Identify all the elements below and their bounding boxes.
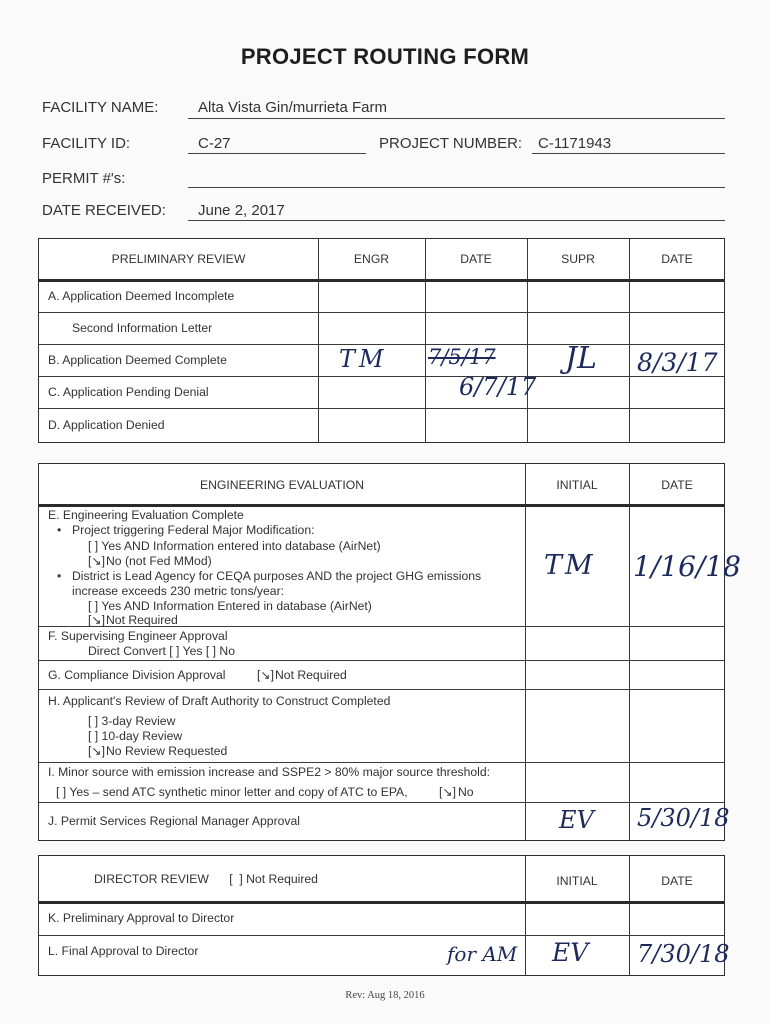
date-struck-handwritten: 7/5/17 bbox=[428, 345, 496, 369]
row-e-bullet-2: District is Lead Agency for CEQA purposes AND the project GHG emissions bbox=[72, 569, 482, 583]
row-e-bullet-2-cont: increase exceeds 230 metric tons/year: bbox=[72, 584, 285, 598]
row-i-title: I. Minor source with emission increase and SSPE2 > 80% major source threshold: bbox=[48, 765, 491, 779]
engineering-evaluation-table bbox=[38, 463, 741, 841]
column-date: DATE bbox=[661, 478, 693, 492]
row-c-label: C. Application Pending Denial bbox=[48, 385, 209, 399]
row-e-b2-yes: [ ] Yes AND Information Entered in database (AirNet) bbox=[88, 599, 372, 613]
bullet-icon: • bbox=[57, 523, 62, 537]
checked-box-icon: [↘] bbox=[257, 668, 274, 682]
form-title: PROJECT ROUTING FORM bbox=[240, 44, 530, 69]
row-g-not-required: Not Required bbox=[275, 668, 347, 682]
row-second-letter-label: Second Information Letter bbox=[72, 321, 213, 335]
row-f-options: Direct Convert [ ] Yes [ ] No bbox=[88, 644, 235, 658]
bullet-icon: • bbox=[57, 569, 62, 583]
row-l-initial-handwritten: EV bbox=[552, 938, 589, 967]
column-initial: INITIAL bbox=[556, 874, 598, 888]
checked-box-icon: [↘] bbox=[439, 785, 456, 799]
column-initial: INITIAL bbox=[556, 478, 598, 492]
row-e-bullet-1: Project triggering Federal Major Modification: bbox=[72, 523, 315, 537]
row-h-10day: [ ] 10-day Review bbox=[88, 729, 183, 743]
row-i-no: No bbox=[458, 785, 474, 799]
row-l-label: L. Final Approval to Director bbox=[48, 944, 199, 958]
project-number-line bbox=[532, 153, 725, 154]
row-d-label: D. Application Denied bbox=[48, 418, 165, 432]
column-engineering-evaluation: ENGINEERING EVALUATION bbox=[199, 478, 365, 492]
facility-id-line bbox=[188, 153, 366, 154]
date-received-value: June 2, 2017 bbox=[198, 202, 285, 219]
project-number-value: C-1171943 bbox=[538, 135, 612, 152]
revision-footer: Rev: Aug 18, 2016 bbox=[345, 990, 425, 1001]
column-supr: SUPR bbox=[561, 252, 595, 266]
row-e-title: E. Engineering Evaluation Complete bbox=[48, 508, 244, 522]
facility-id-label: FACILITY ID: bbox=[42, 135, 131, 152]
row-e-b1-no: No (not Fed MMod) bbox=[106, 554, 212, 568]
checked-box-icon: [↘] bbox=[88, 613, 105, 627]
row-h-no-review: No Review Requested bbox=[106, 744, 228, 758]
date-received-label: DATE RECEIVED: bbox=[42, 202, 166, 219]
permit-line bbox=[188, 187, 725, 188]
row-l-date-handwritten: 7/30/18 bbox=[637, 940, 730, 968]
row-a-label: A. Application Deemed Incomplete bbox=[48, 289, 235, 303]
facility-name-value: Alta Vista Gin/murrieta Farm bbox=[198, 99, 387, 116]
row-i-yes-option: [ ] Yes – send ATC synthetic minor letter and copy of ATC to EPA, bbox=[56, 785, 408, 799]
facility-name-line bbox=[188, 118, 725, 119]
row-h-title: H. Applicant's Review of Draft Authority to Construct Completed bbox=[48, 694, 391, 708]
row-j-initial-handwritten: EV bbox=[559, 806, 594, 834]
row-g-title: G. Compliance Division Approval bbox=[48, 668, 226, 682]
preliminary-review-table bbox=[38, 238, 725, 443]
facility-name-label: FACILITY NAME: bbox=[42, 99, 159, 116]
project-number-label: PROJECT NUMBER: bbox=[379, 135, 523, 152]
engr-initials-handwritten: TM bbox=[339, 345, 388, 373]
row-e-initial-handwritten: TM bbox=[544, 550, 596, 581]
column-engr: ENGR bbox=[353, 252, 390, 266]
column-director-review: DIRECTOR REVIEW [ ] Not Required bbox=[94, 872, 318, 886]
row-j-title: J. Permit Services Regional Manager Approval bbox=[48, 814, 300, 828]
column-supr-date: DATE bbox=[661, 252, 693, 266]
row-h-3day: [ ] 3-day Review bbox=[88, 714, 176, 728]
permit-label: PERMIT #'s: bbox=[42, 170, 126, 187]
row-b-label: B. Application Deemed Complete bbox=[48, 353, 227, 367]
column-date: DATE bbox=[460, 252, 492, 266]
date-handwritten: 6/7/17 bbox=[459, 373, 537, 401]
column-date: DATE bbox=[661, 874, 693, 888]
date-received-line bbox=[188, 220, 725, 221]
director-review-table bbox=[38, 855, 730, 976]
row-e-b2-not-required: Not Required bbox=[106, 613, 178, 627]
row-f-title: F. Supervising Engineer Approval bbox=[48, 629, 228, 643]
checked-box-icon: [↘] bbox=[88, 554, 105, 568]
facility-id-value: C-27 bbox=[198, 135, 231, 152]
row-e-b1-yes: [ ] Yes AND Information entered into database (AirNet) bbox=[88, 539, 381, 553]
row-e-date-handwritten: 1/16/18 bbox=[633, 550, 741, 583]
row-k-label: K. Preliminary Approval to Director bbox=[48, 911, 235, 925]
row-l-note-handwritten: for AM bbox=[447, 942, 518, 966]
row-j-date-handwritten: 5/30/18 bbox=[637, 804, 730, 832]
checked-box-icon: [↘] bbox=[88, 744, 105, 758]
supr-date-handwritten: 8/3/17 bbox=[637, 348, 718, 377]
supr-initials-handwritten: JL bbox=[565, 341, 597, 376]
column-preliminary-review: PRELIMINARY REVIEW bbox=[111, 252, 246, 266]
